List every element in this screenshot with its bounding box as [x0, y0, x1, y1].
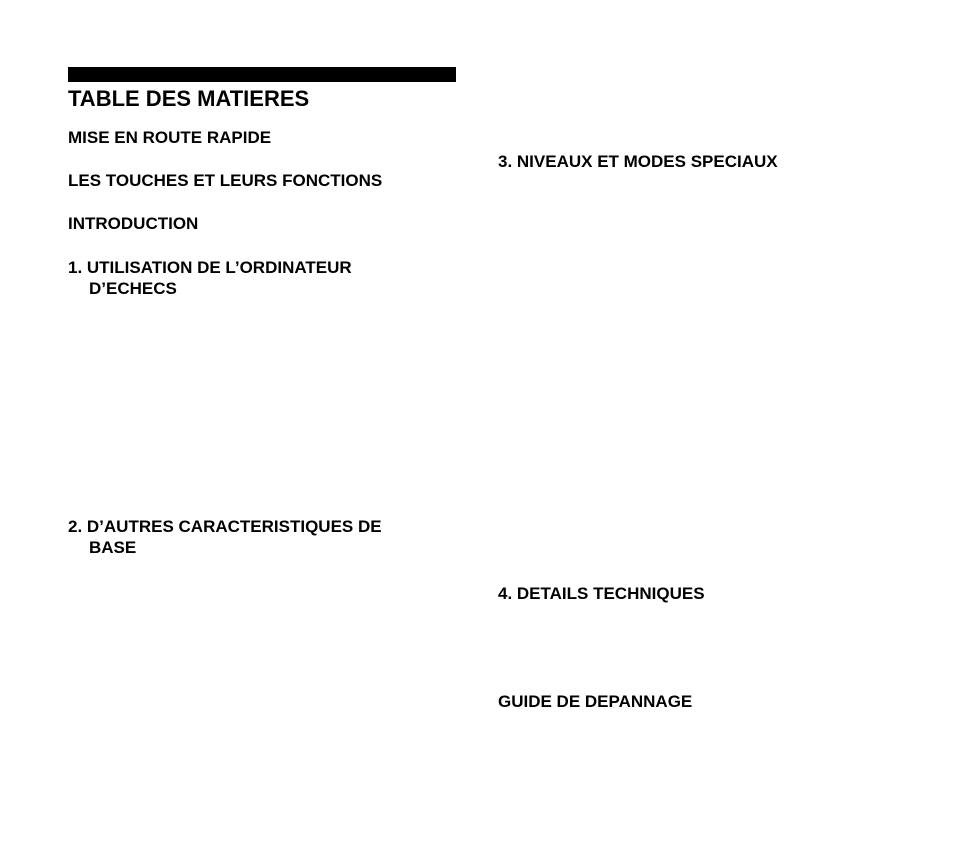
toc-entry-keys-functions[interactable]: [68, 170, 382, 191]
toc-entry-label-continuation: BASE: [89, 538, 137, 557]
toc-entry-label: 4. DETAILS TECHNIQUES: [498, 584, 705, 603]
toc-entry-label: MISE EN ROUTE RAPIDE: [68, 128, 272, 147]
header-rule: [68, 67, 456, 82]
toc-entry-chapter-4[interactable]: [498, 583, 705, 604]
toc-entry-label-continuation: D’ECHECS: [89, 279, 177, 298]
toc-entry-label: 1. UTILISATION DE L’ORDINATEUR: [68, 258, 352, 277]
toc-entry-chapter-3[interactable]: [498, 151, 778, 172]
toc-entry-label: INTRODUCTION: [68, 214, 199, 233]
toc-entry-chapter-1[interactable]: [68, 257, 352, 299]
toc-entry-chapter-2[interactable]: [68, 516, 382, 558]
toc-entry-quick-start[interactable]: [68, 127, 271, 148]
toc-entry-label: 3. NIVEAUX ET MODES SPECIAUX: [498, 152, 778, 171]
toc-entry-label: GUIDE DE DEPANNAGE: [498, 692, 693, 711]
toc-entry-label: 2. D’AUTRES CARACTERISTIQUES DE: [68, 517, 382, 536]
page-title: TABLE DES MATIERES: [68, 86, 310, 111]
toc-entry-introduction[interactable]: [68, 213, 198, 234]
toc-entry-label: LES TOUCHES ET LEURS FONCTIONS: [68, 171, 383, 190]
toc-entry-troubleshooting[interactable]: [498, 691, 692, 712]
